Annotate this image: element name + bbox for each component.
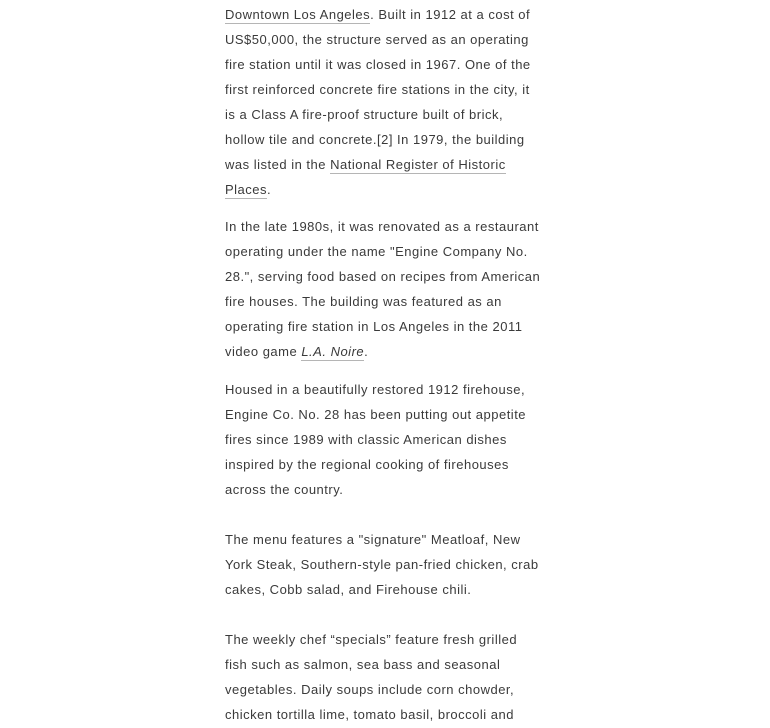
article-body — [225, 2, 543, 727]
paragraph-firehouse: Housed in a beautifully restored 1912 firehouse, Engine Co. No. 28 has been putting out appetite fires since 1989 with classic American dishes inspired by the regional cooking of firehouses across the country. — [225, 382, 527, 497]
paragraph-menu: The menu features a "signature" Meatloaf, New York Steak, Southern-style pan-fried chicken, crab cakes, Cobb salad, and Firehouse chili. — [225, 532, 539, 597]
link-la-noire[interactable] — [301, 344, 364, 361]
link-la-noire-label: L.A. Noire — [301, 344, 365, 359]
paragraph-renovation-text-1: In the late 1980s, it was renovated as a restaurant operating under the name "Engine Company No. 28.", serving food based on recipes from American fire houses. The building was featured as an operating fire station in Los Angeles in the 2011 video game — [225, 219, 541, 359]
paragraph-history-text-2: . — [267, 182, 272, 197]
link-downtown-los-angeles[interactable]: Downtown Los Angeles — [225, 7, 371, 22]
paragraph-specials: The weekly chef “specials” feature fresh grilled fish such as salmon, sea bass and seasonal vegetables. Daily soups include corn chowder, chicken tortilla lime, tomato basil, broccoli and — [225, 632, 518, 722]
paragraph-renovation — [225, 214, 543, 364]
paragraph-history-text-1: . Built in 1912 at a cost of US$50,000, the structure served as an operating fire station until it was closed in 1967. One of the first reinforced concrete fire stations in the city, it is a Class A fire-proof structure built of brick, hollow tile and concrete.[2] In 1979, the building was listed in the — [225, 7, 531, 172]
link-national-register[interactable]: National Register of Historic Places — [225, 157, 506, 197]
paragraph-history — [225, 2, 543, 202]
paragraph-renovation-text-2: . — [364, 344, 369, 359]
